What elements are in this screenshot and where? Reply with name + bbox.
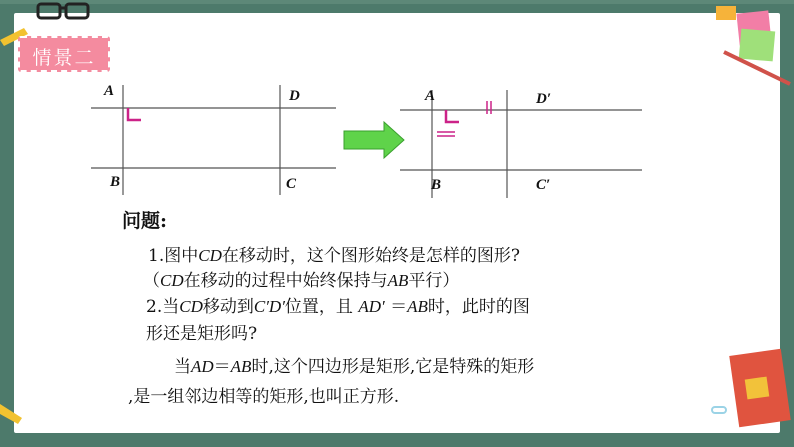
label-C-right: C′ <box>536 177 551 193</box>
pencil-icon <box>0 404 22 424</box>
question-title: 问题: <box>122 210 168 232</box>
sticky-notes-icon <box>716 6 790 84</box>
label-A-right: A <box>425 88 436 104</box>
right-angle-mark <box>128 108 141 120</box>
question-line-2: （CD在移动的过程中始终保持与AB平行） <box>143 271 460 291</box>
right-angle-mark <box>446 110 459 122</box>
notebook-icon <box>729 349 791 428</box>
question-line-1: 1.图中CD在移动时，这个图形始终是怎样的图形? <box>148 246 520 266</box>
glasses-icon <box>38 4 88 18</box>
label-A-left: A <box>104 83 115 99</box>
label-B-left: B <box>110 174 121 190</box>
section-tag <box>18 36 110 72</box>
label-C-left: C <box>286 176 297 192</box>
question-line-4: 形还是矩形吗? <box>146 324 258 344</box>
arrow-icon <box>344 122 404 158</box>
label-D-left: D <box>289 88 300 104</box>
answer-line-2: ,是一组邻边相等的矩形,也叫正方形. <box>128 387 400 407</box>
paperclip-icon <box>712 407 726 413</box>
label-D-right: D′ <box>536 91 552 107</box>
question-line-3: 2.当CD移动到C′D′位置，且 AD′ ＝AB时，此时的图 <box>146 297 530 317</box>
answer-line-1: 当AD＝AB时,这个四边形是矩形,它是特殊的矩形 <box>174 357 535 377</box>
label-B-right: B <box>431 177 442 193</box>
section-tag-label: 情景二 <box>32 47 96 69</box>
